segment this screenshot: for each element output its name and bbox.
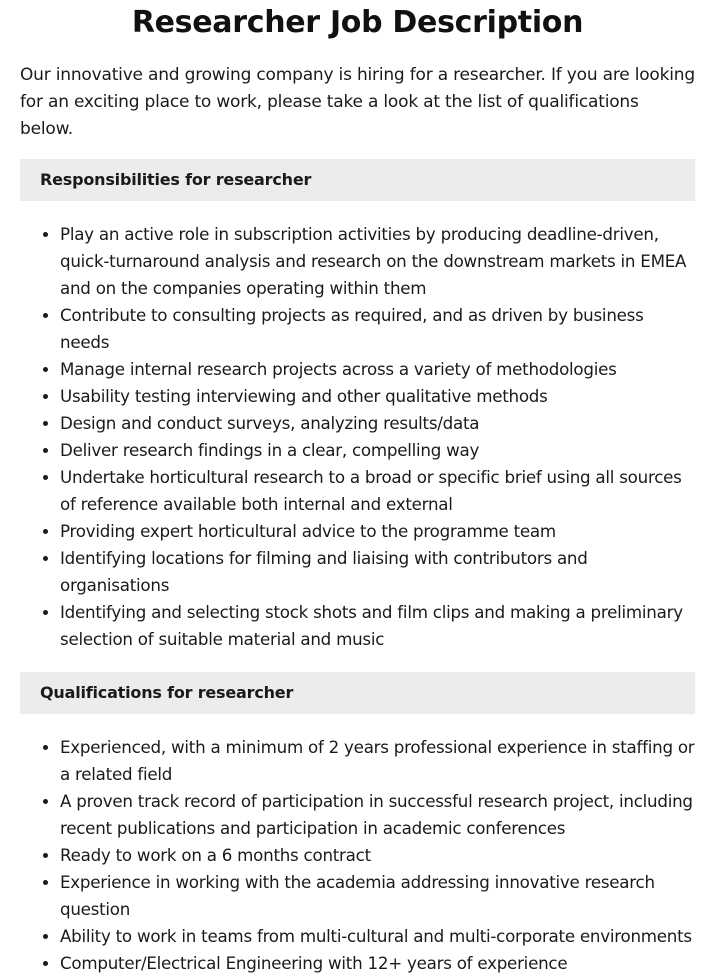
list-item: Experience in working with the academia addressing innovative research question xyxy=(60,869,695,923)
list-item: Ability to work in teams from multi-cultural and multi-corporate environments xyxy=(60,923,695,950)
list-item: Identifying locations for filming and liaising with contributors and organisations xyxy=(60,545,695,599)
qualifications-list xyxy=(20,734,695,977)
list-item: Deliver research findings in a clear, compelling way xyxy=(60,437,695,464)
responsibilities-heading: Responsibilities for researcher xyxy=(20,159,695,201)
list-item: Computer/Electrical Engineering with 12+ years of experience xyxy=(60,950,695,977)
list-item: Usability testing interviewing and other qualitative methods xyxy=(60,383,695,410)
list-item: Identifying and selecting stock shots and film clips and making a preliminary selection of suitable material and music xyxy=(60,599,695,653)
page-title: Researcher Job Description xyxy=(131,5,584,40)
list-item: Design and conduct surveys, analyzing results/data xyxy=(60,410,695,437)
list-item: Play an active role in subscription activities by producing deadline-driven, quick-turnaround analysis and research on the downstream markets in EMEA and on the companies operating within them xyxy=(60,221,695,302)
list-item: A proven track record of participation in successful research project, including recent publications and participation in academic conferences xyxy=(60,788,695,842)
list-item: Experienced, with a minimum of 2 years professional experience in staffing or a related field xyxy=(60,734,695,788)
responsibilities-list xyxy=(20,221,695,653)
list-item: Undertake horticultural research to a broad or specific brief using all sources of reference available both internal and external xyxy=(60,464,695,518)
list-item: Manage internal research projects across a variety of methodologies xyxy=(60,356,695,383)
list-item: Contribute to consulting projects as required, and as driven by business needs xyxy=(60,302,695,356)
list-item: Providing expert horticultural advice to the programme team xyxy=(60,518,695,545)
intro-paragraph: Our innovative and growing company is hiring for a researcher. If you are looking for an exciting place to work, please take a look at the list of qualifications below. xyxy=(20,65,695,139)
list-item: Ready to work on a 6 months contract xyxy=(60,842,695,869)
qualifications-heading: Qualifications for researcher xyxy=(20,672,695,714)
